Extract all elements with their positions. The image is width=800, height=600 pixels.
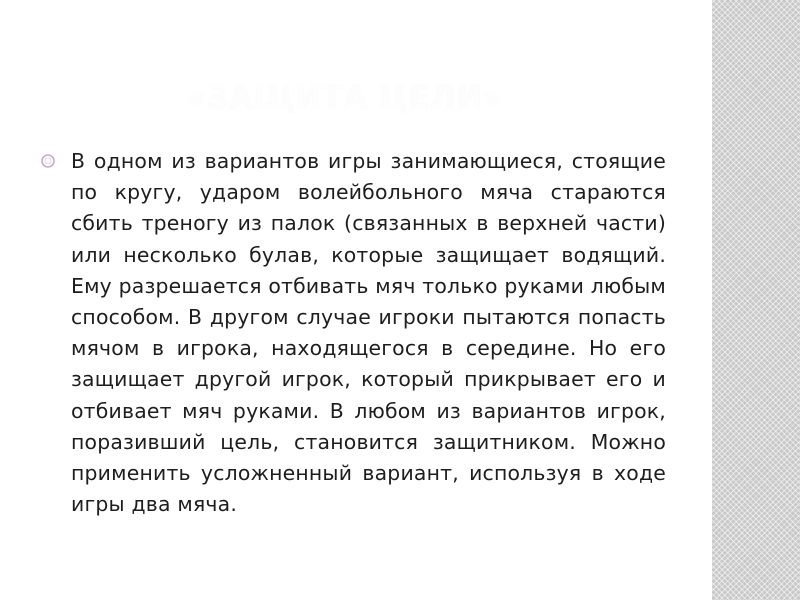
decorative-sidebar: [712, 0, 800, 600]
slide-content: [40, 146, 666, 520]
slide-title: «ЗАЩИТА ЦЕЛИ»: [186, 80, 504, 116]
circle-bullet-icon: [40, 153, 56, 169]
bullet-item: [40, 146, 666, 520]
body-text: В одном из вариантов игры занимающиеся, стоящие по кругу, ударом волейбольного мяча стараются сбить треногу из палок (связанных в верхней части) или несколько булав, которые защищает водящий. Ему разрешается отбивать мяч только руками любым способом. В другом случае игроки пытаются попасть мячом в игрока, находящегося в середине. Но его защищает другой игрок, который прикрывает его и отбивает мяч руками. В любом из вариантов игрок, поразивший цель, становится защитником. Можно применить усложненный вариант, используя в ходе игры два мяча.: [71, 149, 666, 517]
